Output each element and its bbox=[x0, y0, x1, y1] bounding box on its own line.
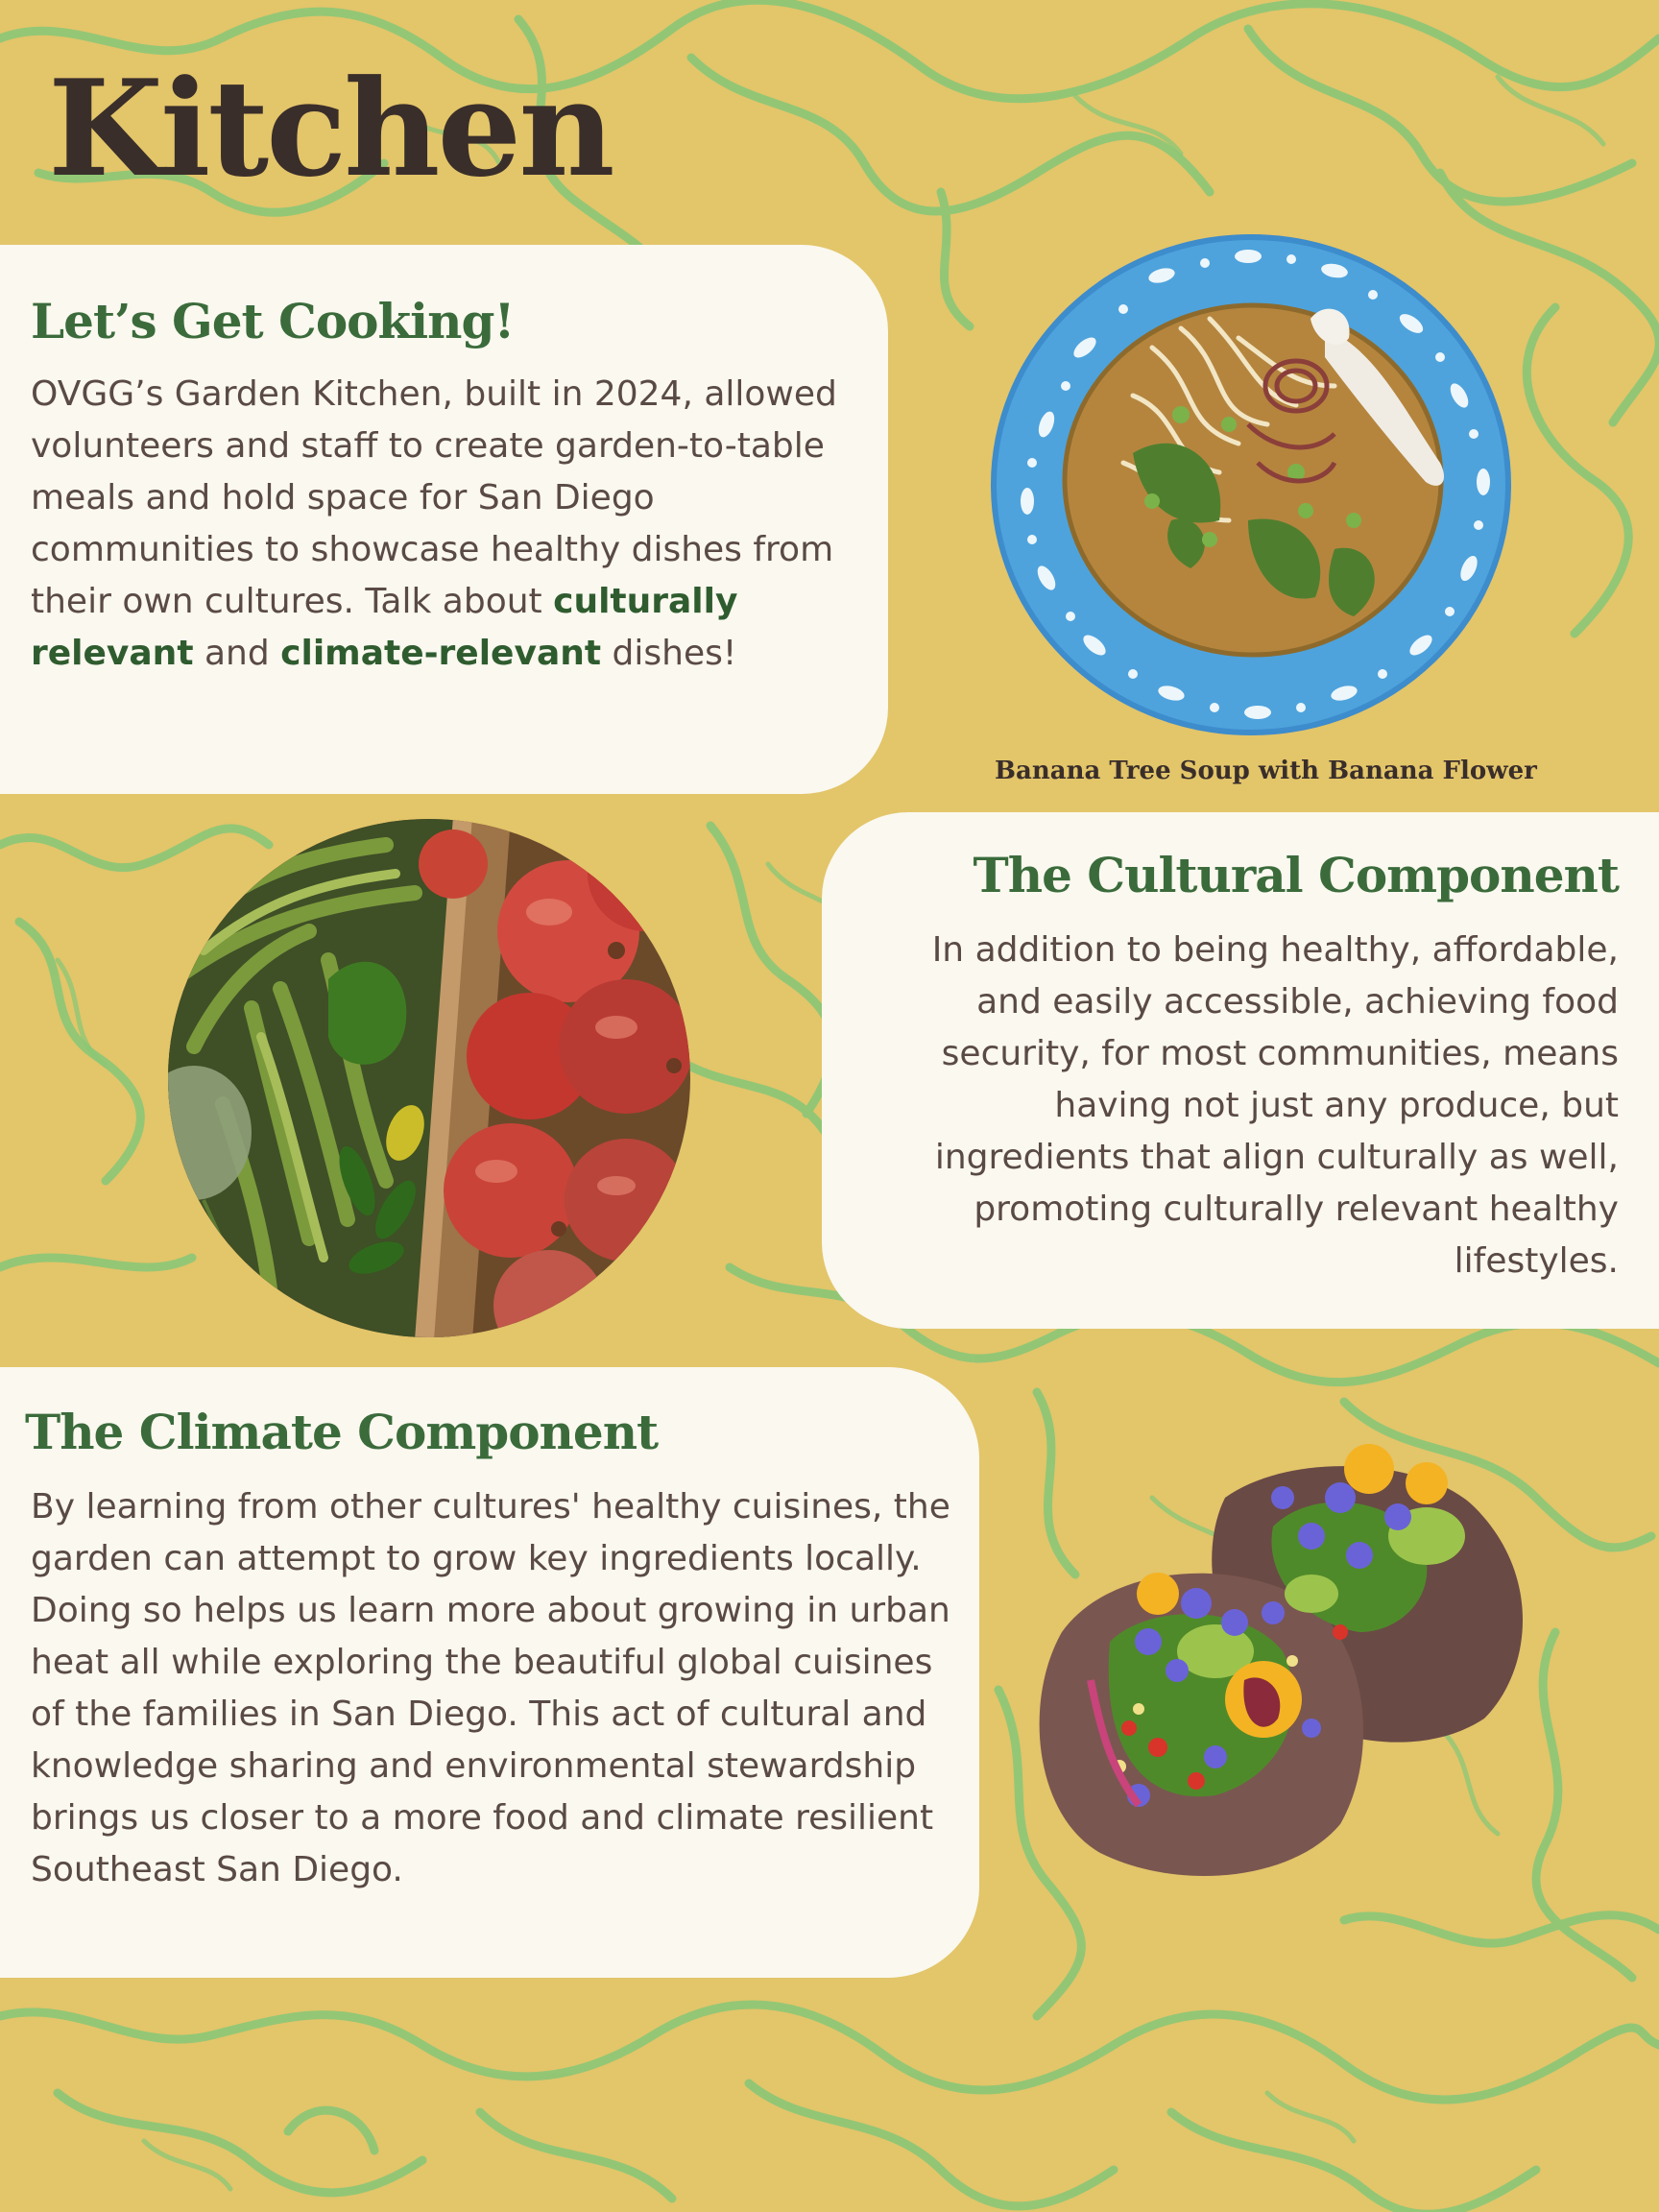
section-heading-cooking: Let’s Get Cooking! bbox=[31, 293, 515, 349]
section-body-cultural: In addition to being healthy, affordable, and easily accessible, achieving food security, for most communities, means having not just any produce, but ingredients that align culturally as well, promoting culturally relevant healthy lifestyles. bbox=[931, 930, 1619, 1281]
page-title: Kitchen bbox=[48, 50, 613, 206]
section-body-cooking bbox=[31, 369, 859, 680]
cooking-bold-culturally-relevant: culturally relevant bbox=[31, 582, 738, 673]
produce-photo bbox=[165, 816, 693, 1340]
card-cultural-component bbox=[822, 812, 1659, 1329]
cooking-bold-climate-relevant: climate-relevant bbox=[280, 634, 602, 673]
soup-bowl-photo bbox=[989, 232, 1513, 737]
tostadas-photo bbox=[1023, 1440, 1542, 1891]
soup-photo-caption: Banana Tree Soup with Banana Flower bbox=[995, 757, 1537, 785]
card-climate-component bbox=[0, 1367, 979, 1978]
cooking-body-end: dishes! bbox=[601, 634, 737, 673]
section-heading-climate: The Climate Component bbox=[25, 1404, 659, 1460]
cooking-body-and: and bbox=[193, 634, 281, 673]
section-heading-cultural: The Cultural Component bbox=[973, 847, 1619, 903]
card-lets-get-cooking bbox=[0, 245, 888, 794]
section-body-climate: By learning from other cultures' healthy cuisines, the garden can attempt to grow key ingredients locally. Doing so helps us learn more about growing in urban heat all while exploring the beautiful global cuisines of the families in San Diego. This act of cultural and knowledge sharing and environmental stewardship brings us closer to a more food and climate resilient Southeast San Diego. bbox=[31, 1487, 950, 1889]
cooking-body-intro: OVGG’s Garden Kitchen, built in 2024, allowed volunteers and staff to create garden-to-table meals and hold space for San Diego communities to showcase healthy dishes from their own cultures. Talk about bbox=[31, 374, 837, 621]
